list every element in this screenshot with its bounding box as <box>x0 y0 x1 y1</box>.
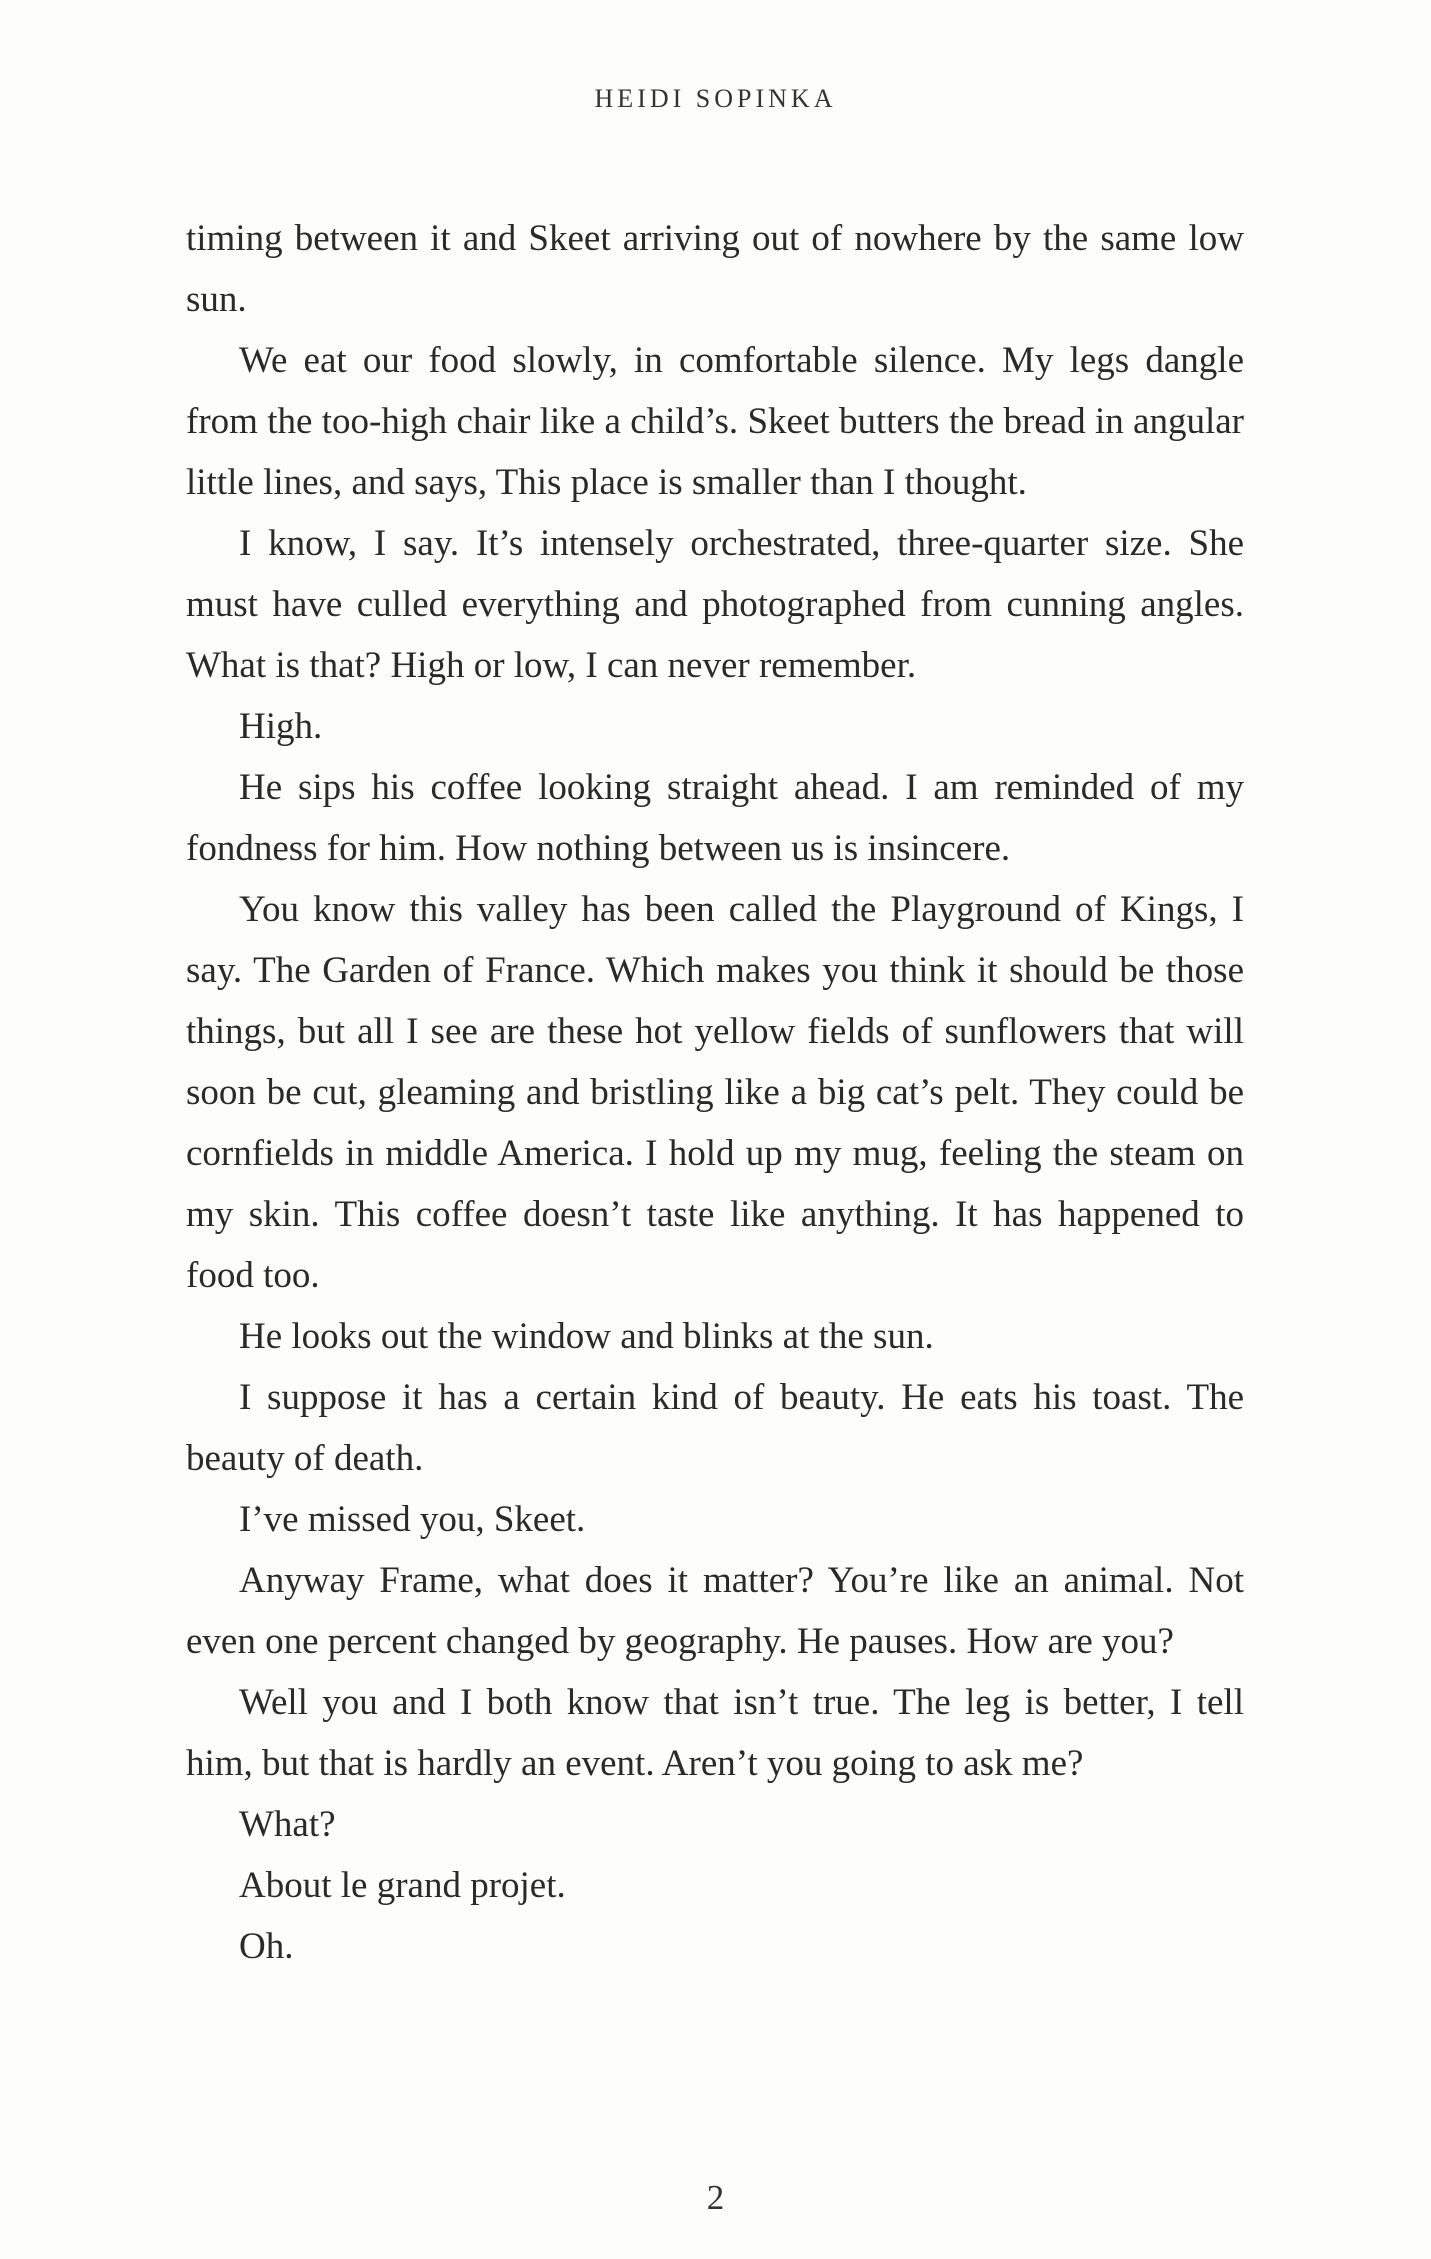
running-head: HEIDI SOPINKA <box>594 84 837 113</box>
paragraph: We eat our food slowly, in comfortable silence. My legs dangle from the too-high chair like a child’s. Skeet butters the bread in angular little lines, and says, This place is smaller than I thought. <box>186 340 1244 503</box>
paragraph: What? <box>239 1804 336 1845</box>
paragraph: You know this valley has been called the Playground of Kings, I say. The Garden of France. Which makes you think it should be those things, but all I see are these hot yellow fields of sunflowers that will soon be cut, gleaming and bristling like a big cat’s pelt. They could be cornfields in middle America. I hold up my mug, feeling the steam on my skin. This coffee doesn’t taste like anything. It has happened to food too. <box>186 889 1244 1296</box>
paragraph: I suppose it has a certain kind of beauty. He eats his toast. The beauty of death. <box>186 1377 1244 1479</box>
paragraph: About le grand projet. <box>239 1865 566 1906</box>
paragraph: He sips his coffee looking straight ahead. I am reminded of my fondness for him. How nothing between us is insincere. <box>186 767 1244 869</box>
paragraph: High. <box>239 706 323 747</box>
paragraph: timing between it and Skeet arriving out of nowhere by the same low sun. <box>186 218 1244 320</box>
paragraph: Oh. <box>239 1926 294 1967</box>
paragraph: Anyway Frame, what does it matter? You’re like an animal. Not even one percent changed by geography. He pauses. How are you? <box>186 1560 1244 1662</box>
paragraph: I’ve missed you, Skeet. <box>239 1499 586 1540</box>
paragraph: He looks out the window and blinks at the sun. <box>239 1316 934 1357</box>
body-text <box>186 208 1244 1977</box>
paragraph: Well you and I both know that isn’t true. The leg is better, I tell him, but that is hardly an event. Aren’t you going to ask me? <box>186 1682 1244 1784</box>
paragraph: I know, I say. It’s intensely orchestrated, three-quarter size. She must have culled everything and photographed from cunning angles. What is that? High or low, I can never remember. <box>186 523 1244 686</box>
page-number: 2 <box>706 2178 725 2217</box>
